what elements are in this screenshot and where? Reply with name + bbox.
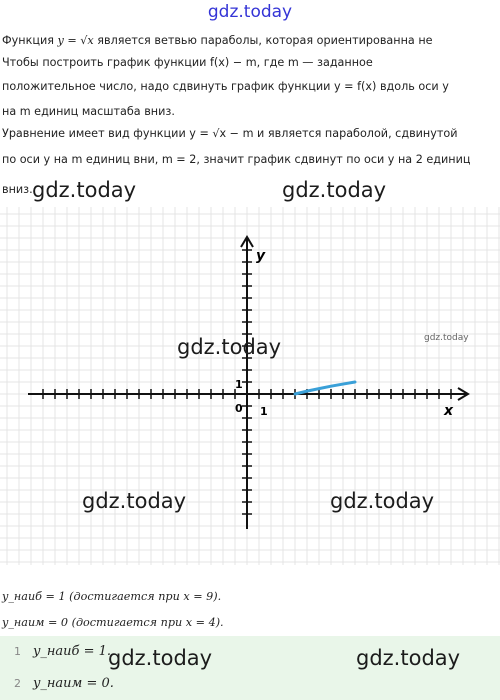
- answer-number: 2: [14, 677, 21, 690]
- axes: [28, 237, 468, 529]
- min-result: y_наим = 0 (достигается при x = 4).: [2, 616, 224, 629]
- y-axis-label: y: [256, 248, 266, 264]
- paragraph-2: Чтобы построить график функции f(x) − m, где m — заданное: [2, 56, 373, 69]
- answer-number: 1: [14, 645, 21, 658]
- watermark-4: gdz.today: [82, 489, 187, 513]
- paragraph-4: на m единиц масштаба вниз.: [2, 105, 175, 118]
- x-axis-label: x: [444, 403, 454, 419]
- origin-label: 0: [235, 402, 243, 415]
- answer-1: 1 y_наиб = 1.: [14, 644, 112, 659]
- answer-2: 2 y_наим = 0.: [14, 676, 114, 691]
- y-unit-label: 1: [235, 378, 243, 391]
- paragraph-6: по оси y на m единиц вни, m = 2, значит график сдвинут по оси y на 2 единиц: [2, 153, 471, 166]
- max-result: y_наиб = 1 (достигается при x = 9).: [2, 590, 222, 603]
- paragraph-7: вниз.: [2, 183, 33, 196]
- answer-box: [0, 636, 500, 700]
- function-curve: [295, 382, 355, 394]
- watermark-small: gdz.today: [424, 333, 469, 343]
- watermark-3: gdz.today: [177, 335, 282, 359]
- watermark-2: gdz.today: [282, 178, 387, 202]
- watermark-1: gdz.today: [32, 178, 137, 202]
- watermark-7: gdz.today: [356, 646, 461, 670]
- paragraph-3: положительное число, надо сдвинуть график функции y = f(x) вдоль оси y: [2, 80, 449, 93]
- paragraph-5: Уравнение имеет вид функции y = √x − m и является параболой, сдвинутой: [2, 127, 458, 140]
- sqrt-formula: y = √x: [57, 34, 94, 47]
- x-unit-label: 1: [260, 405, 268, 418]
- watermark-5: gdz.today: [330, 489, 435, 513]
- paragraph-1: Функция y = √x является ветвью параболы, которая ориентированна не: [2, 34, 433, 47]
- watermark-6: gdz.today: [108, 646, 213, 670]
- watermark-top: gdz.today: [207, 2, 293, 22]
